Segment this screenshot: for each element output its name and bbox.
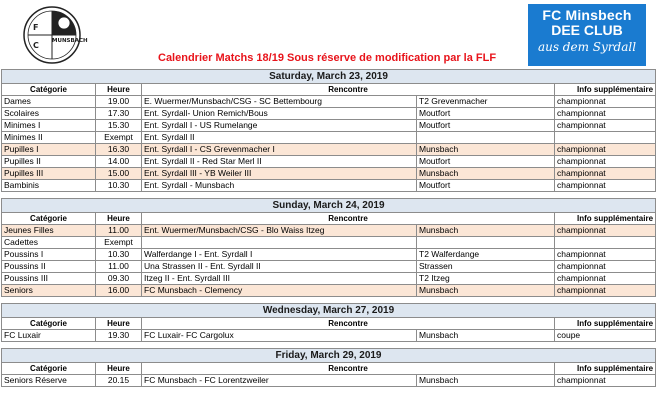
- time-cell: 11.00: [96, 261, 142, 273]
- category-cell: Pupilles II: [2, 156, 96, 168]
- info-cell: championnat: [555, 273, 656, 285]
- venue-cell: Moutfort: [417, 180, 555, 192]
- info-cell: coupe: [555, 330, 656, 342]
- column-header-time: Heure: [96, 363, 142, 375]
- schedule-table: [1, 69, 656, 387]
- time-cell: Exempt: [96, 237, 142, 249]
- category-cell: Minimes II: [2, 132, 96, 144]
- category-cell: FC Luxair: [2, 330, 96, 342]
- table-row: [2, 261, 656, 273]
- logo-club-name: MUNSBACH: [52, 38, 88, 44]
- info-cell: championnat: [555, 156, 656, 168]
- venue-cell: Moutfort: [417, 156, 555, 168]
- time-cell: 16.00: [96, 285, 142, 297]
- venue-cell: Munsbach: [417, 330, 555, 342]
- match-cell: Una Strassen II - Ent. Syrdall II: [142, 261, 417, 273]
- table-row: [2, 120, 656, 132]
- time-cell: 11.00: [96, 225, 142, 237]
- column-header-info: Info supplémentaire: [555, 318, 656, 330]
- column-header-time: Heure: [96, 318, 142, 330]
- time-cell: 16.30: [96, 144, 142, 156]
- column-header-category: Catégorie: [2, 84, 96, 96]
- header: [0, 0, 656, 70]
- day-title: Saturday, March 23, 2019: [2, 70, 656, 84]
- time-cell: 15.00: [96, 168, 142, 180]
- column-header-match: Rencontre: [142, 213, 555, 225]
- category-cell: Poussins III: [2, 273, 96, 285]
- category-cell: Pupilles III: [2, 168, 96, 180]
- table-row: [2, 237, 656, 249]
- match-cell: FC Munsbach - FC Lorentzweiler: [142, 375, 417, 387]
- match-cell: Ent. Wuermer/Munsbach/CSG - Blo Waiss Itzeg: [142, 225, 417, 237]
- match-cell: Walferdange I - Ent. Syrdall I: [142, 249, 417, 261]
- venue-cell: Munsbach: [417, 225, 555, 237]
- category-cell: Dames: [2, 96, 96, 108]
- match-cell: Ent. Syrdall - Munsbach: [142, 180, 417, 192]
- match-cell: Itzeg II - Ent. Syrdall III: [142, 273, 417, 285]
- info-cell: championnat: [555, 180, 656, 192]
- time-cell: Exempt: [96, 132, 142, 144]
- info-cell: championnat: [555, 225, 656, 237]
- category-cell: Seniors: [2, 285, 96, 297]
- info-cell: championnat: [555, 168, 656, 180]
- day-spacer: [2, 192, 656, 199]
- info-cell: championnat: [555, 96, 656, 108]
- venue-cell: Munsbach: [417, 144, 555, 156]
- category-cell: Poussins I: [2, 249, 96, 261]
- venue-cell: Moutfort: [417, 108, 555, 120]
- column-header-time: Heure: [96, 84, 142, 96]
- match-cell: Ent. Syrdall- Union Remich/Bous: [142, 108, 417, 120]
- match-cell: Ent. Syrdall II: [142, 132, 417, 144]
- table-row: [2, 132, 656, 144]
- category-cell: Minimes I: [2, 120, 96, 132]
- day-title: Sunday, March 24, 2019: [2, 199, 656, 213]
- match-cell: Ent. Syrdall II - Red Star Merl II: [142, 156, 417, 168]
- column-header-time: Heure: [96, 213, 142, 225]
- logo-line-3: aus dem Syrdall: [537, 40, 637, 54]
- column-header-category: Catégorie: [2, 213, 96, 225]
- table-row: [2, 225, 656, 237]
- column-header-row: [2, 84, 656, 96]
- info-cell: [555, 237, 656, 249]
- spacer-cell: [2, 192, 656, 199]
- venue-cell: Strassen: [417, 261, 555, 273]
- day-header: [2, 70, 656, 84]
- day-title: Wednesday, March 27, 2019: [2, 304, 656, 318]
- time-cell: 09.30: [96, 273, 142, 285]
- time-cell: 19.30: [96, 330, 142, 342]
- spacer-cell: [2, 342, 656, 349]
- column-header-info: Info supplémentaire: [555, 84, 656, 96]
- table-row: [2, 144, 656, 156]
- venue-cell: T2 Itzeg: [417, 273, 555, 285]
- table-row: [2, 330, 656, 342]
- column-header-category: Catégorie: [2, 318, 96, 330]
- column-header-match: Rencontre: [142, 363, 555, 375]
- match-cell: Ent. Syrdall I - US Rumelange: [142, 120, 417, 132]
- time-cell: 15.30: [96, 120, 142, 132]
- day-header: [2, 199, 656, 213]
- info-cell: championnat: [555, 120, 656, 132]
- time-cell: 14.00: [96, 156, 142, 168]
- logo-line-1: FC Minsbech: [542, 7, 632, 23]
- category-cell: Scolaires: [2, 108, 96, 120]
- info-cell: championnat: [555, 144, 656, 156]
- time-cell: 20.15: [96, 375, 142, 387]
- info-cell: championnat: [555, 108, 656, 120]
- category-cell: Seniors Réserve: [2, 375, 96, 387]
- table-row: [2, 375, 656, 387]
- table-row: [2, 96, 656, 108]
- venue-cell: [417, 132, 555, 144]
- spacer-cell: [2, 297, 656, 304]
- category-cell: Cadettes: [2, 237, 96, 249]
- page-title: Calendrier Matchs 18/19 Sous réserve de modification par la FLF: [158, 52, 497, 64]
- category-cell: Pupilles I: [2, 144, 96, 156]
- venue-cell: T2 Walferdange: [417, 249, 555, 261]
- venue-cell: T2 Grevenmacher: [417, 96, 555, 108]
- info-cell: [555, 132, 656, 144]
- category-cell: Jeunes Filles: [2, 225, 96, 237]
- time-cell: 19.00: [96, 96, 142, 108]
- table-row: [2, 180, 656, 192]
- day-title: Friday, March 29, 2019: [2, 349, 656, 363]
- dee-club-logo: [528, 4, 646, 66]
- venue-cell: [417, 237, 555, 249]
- column-header-match: Rencontre: [142, 84, 555, 96]
- day-spacer: [2, 297, 656, 304]
- venue-cell: Munsbach: [417, 375, 555, 387]
- table-row: [2, 285, 656, 297]
- time-cell: 10.30: [96, 180, 142, 192]
- table-row: [2, 168, 656, 180]
- info-cell: championnat: [555, 375, 656, 387]
- time-cell: 10.30: [96, 249, 142, 261]
- club-logo: [22, 4, 88, 66]
- match-cell: E. Wuermer/Munsbach/CSG - SC Bettembourg: [142, 96, 417, 108]
- match-cell: [142, 237, 417, 249]
- column-header-row: [2, 363, 656, 375]
- day-header: [2, 349, 656, 363]
- day-spacer: [2, 342, 656, 349]
- logo-letter-c: C: [33, 41, 39, 50]
- match-cell: FC Luxair- FC Cargolux: [142, 330, 417, 342]
- logo-letter-f: F: [33, 23, 39, 32]
- column-header-info: Info supplémentaire: [555, 213, 656, 225]
- table-row: [2, 249, 656, 261]
- match-cell: Ent. Syrdall I - CS Grevenmacher I: [142, 144, 417, 156]
- category-cell: Poussins II: [2, 261, 96, 273]
- day-header: [2, 304, 656, 318]
- time-cell: 17.30: [96, 108, 142, 120]
- table-row: [2, 156, 656, 168]
- venue-cell: Munsbach: [417, 168, 555, 180]
- column-header-category: Catégorie: [2, 363, 96, 375]
- venue-cell: Munsbach: [417, 285, 555, 297]
- info-cell: championnat: [555, 285, 656, 297]
- info-cell: championnat: [555, 249, 656, 261]
- logo-line-2: DEE CLUB: [551, 22, 623, 38]
- column-header-info: Info supplémentaire: [555, 363, 656, 375]
- column-header-row: [2, 213, 656, 225]
- column-header-match: Rencontre: [142, 318, 555, 330]
- match-cell: FC Munsbach - Clemency: [142, 285, 417, 297]
- info-cell: championnat: [555, 261, 656, 273]
- category-cell: Bambinis: [2, 180, 96, 192]
- match-cell: Ent. Syrdall III - YB Weiler III: [142, 168, 417, 180]
- table-row: [2, 108, 656, 120]
- venue-cell: Moutfort: [417, 120, 555, 132]
- column-header-row: [2, 318, 656, 330]
- table-row: [2, 273, 656, 285]
